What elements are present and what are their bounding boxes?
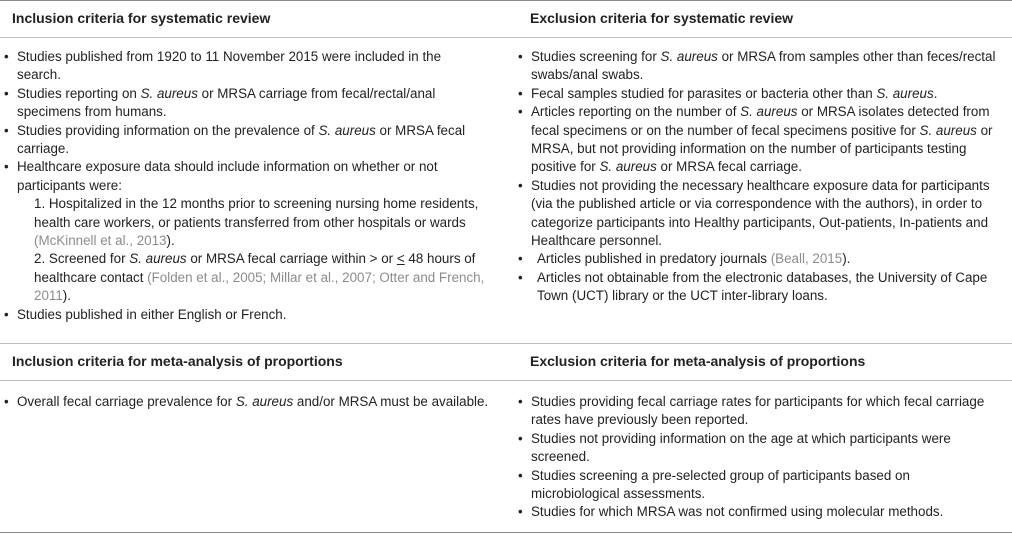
list-item: • Studies not providing the necessary healthcare exposure data for participants — [517, 177, 995, 195]
list-item: • Studies providing information on the prevalence of S. aureus or MRSA fecal — [3, 122, 484, 140]
sub-item: 1. Hospitalized in the 12 months prior to screening nursing home residents, — [34, 196, 479, 212]
list-item: • Studies screening for S. aureus or MRSA from samples other than feces/rectal — [517, 48, 995, 66]
list-item: • Fecal samples studied for parasites or bacteria other than S. aureus. — [517, 85, 995, 103]
citation: (Folden et al., 2005; Millar et al., 2007; Otter and French, — [147, 269, 485, 285]
list-item: • Studies providing fecal carriage rates for participants for which fecal carriage — [517, 393, 984, 411]
list-item: • Studies reporting on S. aureus or MRSA carriage from fecal/rectal/anal — [3, 85, 484, 103]
list-item: • Articles not obtainable from the electronic databases, the University of Cape — [517, 269, 995, 287]
exclusion-sr-list: • Studies screening for S. aureus or MRSA from samples other than feces/rectal swabs/anal swabs. • Fecal samples studied for parasites or bacteria other than S. aureus. • Articles reporting on the number of S. aureus or MRSA isolates detected from fecal specimens or on the number of fecal specimens positive for S. aureus or MRSA, but not providing information on the number of participants testing positive for S. aureus or MRSA fecal carriage. • Studies not providing the necessary healthcare exposure data for participants (via the published article or via correspondence with the authors), in order to categorize participants into Healthy participants, Out-patients, In-patients and Healthcare personnel. • Articles published in predatory journals (Beall, 2015). • Articles not obtainable from the electronic databases, the University of Cape Town (UCT) library or the UCT inter-library loans. — [517, 48, 995, 306]
inclusion-sr-heading: Inclusion criteria for systematic review — [12, 10, 271, 26]
exclusion-sr-heading: Exclusion criteria for systematic review — [530, 10, 794, 26]
exclusion-ma-list: • Studies providing fecal carriage rates for participants for which fecal carriage rates have previously been reported. • Studies not providing information on the age at which participants were screened. • Studies screening a pre-selected group of participants based on microbiological assessments. • Studies for which MRSA was not confirmed using molecular methods. — [517, 393, 984, 522]
table-top-rule — [0, 0, 1012, 1]
list-item: • Articles published in predatory journals (Beall, 2015). — [517, 250, 995, 268]
header-rule-1 — [0, 37, 1012, 38]
citation: 2011 — [34, 288, 63, 304]
list-item: • Studies not providing information on the age at which participants were — [517, 430, 984, 448]
list-item: • Healthcare exposure data should include information on whether or not — [3, 158, 484, 176]
exclusion-ma-heading: Exclusion criteria for meta-analysis of proportions — [530, 353, 866, 369]
section-rule — [0, 343, 1012, 344]
list-item: • Studies screening a pre-selected group of participants based on — [517, 467, 984, 485]
list-item: • Articles reporting on the number of S. aureus or MRSA isolates detected from — [517, 103, 995, 121]
list-item: • Studies for which MRSA was not confirmed using molecular methods. — [517, 503, 984, 521]
header-rule-2 — [0, 380, 1012, 381]
inclusion-sr-list: • Studies published from 1920 to 11 November 2015 were included in the search. • Studies reporting on S. aureus or MRSA carriage from fecal/rectal/anal specimens from humans. • Studies providing information on the prevalence of S. aureus or MRSA fecal carriage. • Healthcare exposure data should include information on whether or not participants were: 1. Hospitalized in the 12 months prior to screening nursing home residents, health care workers, or patients transferred from other hospitals or wards (McKinnell et al., 2013). 2. Screened for S. aureus or MRSA fecal carriage within > or < 48 hours of healthcare contact (Folden et al., 2005; Millar et al., 2007; Otter and French, 2011). • Studies published in either English or French. — [3, 48, 484, 324]
inclusion-ma-list — [3, 393, 488, 411]
list-item: • Studies published in either English or French. — [3, 306, 484, 324]
sub-item: 2. Screened for S. aureus or MRSA fecal carriage within > or < 48 hours of — [34, 251, 476, 267]
citation: (Beall, 2015 — [770, 251, 843, 267]
table-bottom-rule — [0, 532, 1012, 533]
citation: (McKinnell et al., 2013 — [34, 233, 167, 249]
inclusion-ma-heading: Inclusion criteria for meta-analysis of proportions — [12, 353, 343, 369]
list-item: • Studies published from 1920 to 11 November 2015 were included in the — [3, 48, 484, 66]
list-item: • Overall fecal carriage prevalence for S. aureus and/or MRSA must be available. — [3, 393, 488, 411]
